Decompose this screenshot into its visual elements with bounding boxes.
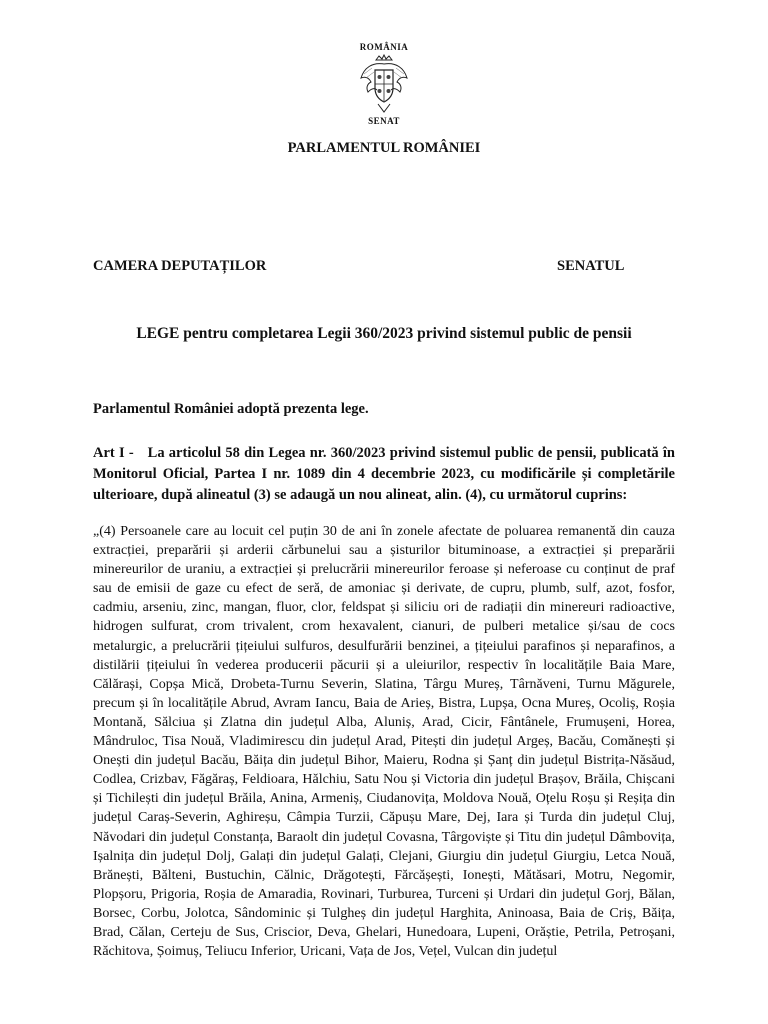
emblem-top-text: ROMÂNIA (359, 42, 409, 52)
parliament-heading: PARLAMENTUL ROMÂNIEI (287, 140, 481, 156)
chamber-deputies-label: CAMERA DEPUTAȚILOR (93, 258, 267, 274)
coat-of-arms-icon (358, 54, 410, 118)
paragraph-4-text: „(4) Persoanele care au locuit cel puțin 30 de ani în zonele afectate de poluarea remanentă din cauza extracției, preparării și arderii cărbunelui sau a șisturilor bituminoase, a extracției și preparării minereurilor de uraniu, a extracției și prelucrării minereurilor feroase și neferoase cu conținut de praf sau de emisii de gaze cu efect de seră, de amoniac și derivate, de cupru, plumb, sulf, azot, fosfor, cadmiu, arseniu, zinc, mangan, fluor, clor, feldspat și siliciu ori de radiații din minereuri radioactive, hidrogen sulfurat, crom trivalent, crom hexavalent, cianuri, de pulberi metalice și/sau de cocs metalurgic, a prelucrării țițeiului sulfuros, desulfurării benzinei, a țițeiului parafinos și neparafinos, a distilării țițeiului în vederea producerii păcurii și a uleiurilor, respectiv în localitățile Baia Mare, Călărași, Copșa Mică, Drobeta-Turnu Severin, Slatina, Târgu Mureș, Târnăveni, Turnu Măgurele, precum și în localitățile Abrud, Avram Iancu, Baia de Arieș, Bistra, Lupșa, Ocna Mureș, Ocoliș, Roșia Montană, Sălciua și Zlatna din județul Alba, Aluniș, Arad, Cicir, Fântânele, Frumușeni, Horea, Mândruloc, Tisa Nouă, Vladimirescu din județul Arad, Pitești din județul Argeș, Bacău, Comănești și Onești din județul Bacău, Băița din județul Bihor, Maieru, Rodna și Șanț din județul Bistrița-Năsăud, Codlea, Crizbav, Făgăraș, Feldioara, Hălchiu, Satu Nou și Victoria din județul Brașov, Brăila, Chișcani și Tichilești din județul Brăila, Anina, Armeniș, Ciudanovița, Moldova Nouă, Oțelu Roșu și Reșița din județul Caraș-Severin, Aghireșu, Câmpia Turzii, Căpușu Mare, Dej, Iara și Turda din județul Cluj, Năvodari din județul Constanța, Baraolt din județul Covasna, Târgoviște și Titu din județul Dâmbovița, Ișalnița din județul Dolj, Galați din județul Galați, Clejani, Giurgiu din județul Giurgiu, Letca Nouă, Brănești, Bălteni, Bustuchin, Călnic, Drăgotești, Fărcășești, Ionești, Mătăsari, Motru, Negomir, Plopșoru, Prigoria, Roșia de Amaradia, Rovinari, Turburea, Turceni și Urdari din județul Gorj, Bălan, Borsec, Corbu, Jolotca, Sândominic și Tulgheș din județul Harghita, Aninoasa, Baia de Criș, Băița, Brad, Călan, Certeju de Sus, Criscior, Deva, Ghelari, Hunedoara, Lupeni, Orăștie, Petrila, Petroșani, Răchitova, Șoimuș, Teliucu Inferior, Uricani, Vața de Jos, Vețel, Vulcan din județul (93, 524, 675, 960)
senate-label: SENATUL (557, 258, 625, 274)
article-label: Art I - (93, 445, 134, 461)
senate-emblem (344, 40, 424, 128)
law-title: LEGE pentru completarea Legii 360/2023 privind sistemul public de pensii (136, 325, 632, 342)
emblem-bottom-text: SENAT (368, 116, 400, 126)
adoption-statement: Parlamentul României adoptă prezenta lege. (93, 401, 369, 417)
article-intro (93, 443, 675, 506)
article-text: La articolul 58 din Legea nr. 360/2023 privind sistemul public de pensii, publicată în Monitorul Oficial, Partea I nr. 1089 din 4 decembrie 2023, cu modificările și completările ulterioare, după alineatul (3) se adaugă un nou alineat, alin. (4), cu următorul cuprins: (93, 445, 675, 503)
